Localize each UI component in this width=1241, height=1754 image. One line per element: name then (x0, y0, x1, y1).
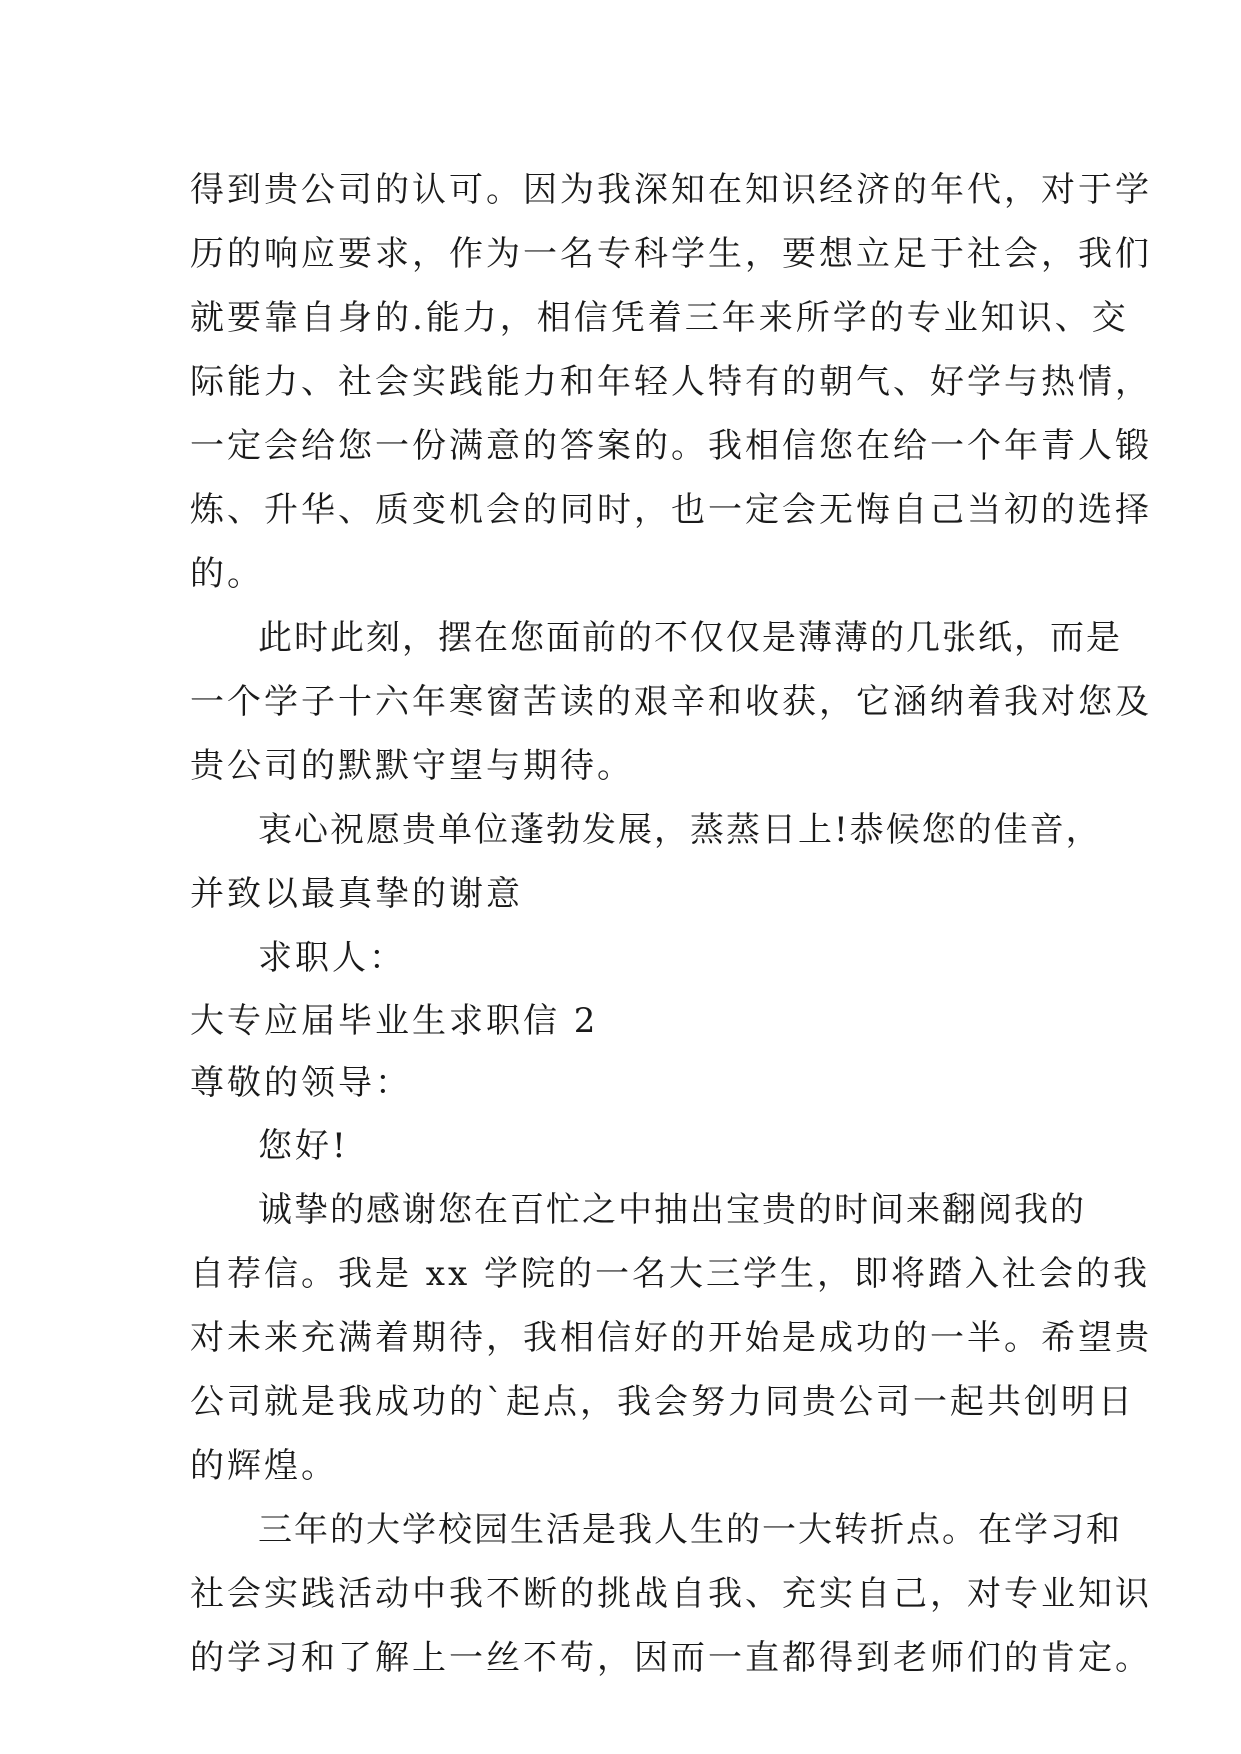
text-line: 的学习和了解上一丝不苟，因而一直都得到老师们的肯定。 (190, 1638, 1152, 1678)
text-line: 自荐信。我是 xx 学院的一名大三学生，即将踏入社会的我 (190, 1254, 1150, 1294)
document-body (190, 158, 1152, 1690)
paragraph-start-line: 衷心祝愿贵单位蓬勃发展，蒸蒸日上!恭候您的佳音， (258, 810, 1102, 850)
text-line: 就要靠自身的.能力，相信凭着三年来所学的专业知识、交 (190, 298, 1129, 338)
text-line: 贵公司的默默守望与期待。 (190, 746, 634, 786)
text-line: 的。 (190, 554, 264, 594)
text-line: 炼、升华、质变机会的同时，也一定会无悔自己当初的选择 (190, 490, 1152, 530)
text-line: 际能力、社会实践能力和年轻人特有的朝气、好学与热情， (190, 362, 1152, 402)
text-line: 得到贵公司的认可。因为我深知在知识经济的年代，对于学 (190, 170, 1152, 210)
paragraph-start-line: 诚挚的感谢您在百忙之中抽出宝贵的时间来翻阅我的 (258, 1190, 1086, 1230)
text-line: 对未来充满着期待，我相信好的开始是成功的一半。希望贵 (190, 1318, 1152, 1358)
paragraph-start-line: 三年的大学校园生活是我人生的一大转折点。在学习和 (258, 1510, 1122, 1550)
text-line: 并致以最真挚的谢意 (190, 874, 523, 914)
text-line: 历的响应要求，作为一名专科学生，要想立足于社会，我们 (190, 234, 1152, 274)
text-line: 公司就是我成功的`起点，我会努力同贵公司一起共创明日 (190, 1382, 1135, 1422)
signature-label: 求职人： (258, 938, 406, 978)
letter-heading: 大专应届毕业生求职信 2 (190, 1001, 599, 1041)
paragraph-start-line: 此时此刻，摆在您面前的不仅仅是薄薄的几张纸，而是 (258, 618, 1122, 658)
text-line: 的辉煌。 (190, 1446, 338, 1486)
salutation: 尊敬的领导： (190, 1063, 412, 1103)
text-line: 一定会给您一份满意的答案的。我相信您在给一个年青人锻 (190, 426, 1152, 466)
text-line: 一个学子十六年寒窗苦读的艰辛和收获，它涵纳着我对您及 (190, 682, 1152, 722)
greeting: 您好! (258, 1126, 349, 1166)
text-line: 社会实践活动中我不断的挑战自我、充实自己，对专业知识 (190, 1574, 1152, 1614)
